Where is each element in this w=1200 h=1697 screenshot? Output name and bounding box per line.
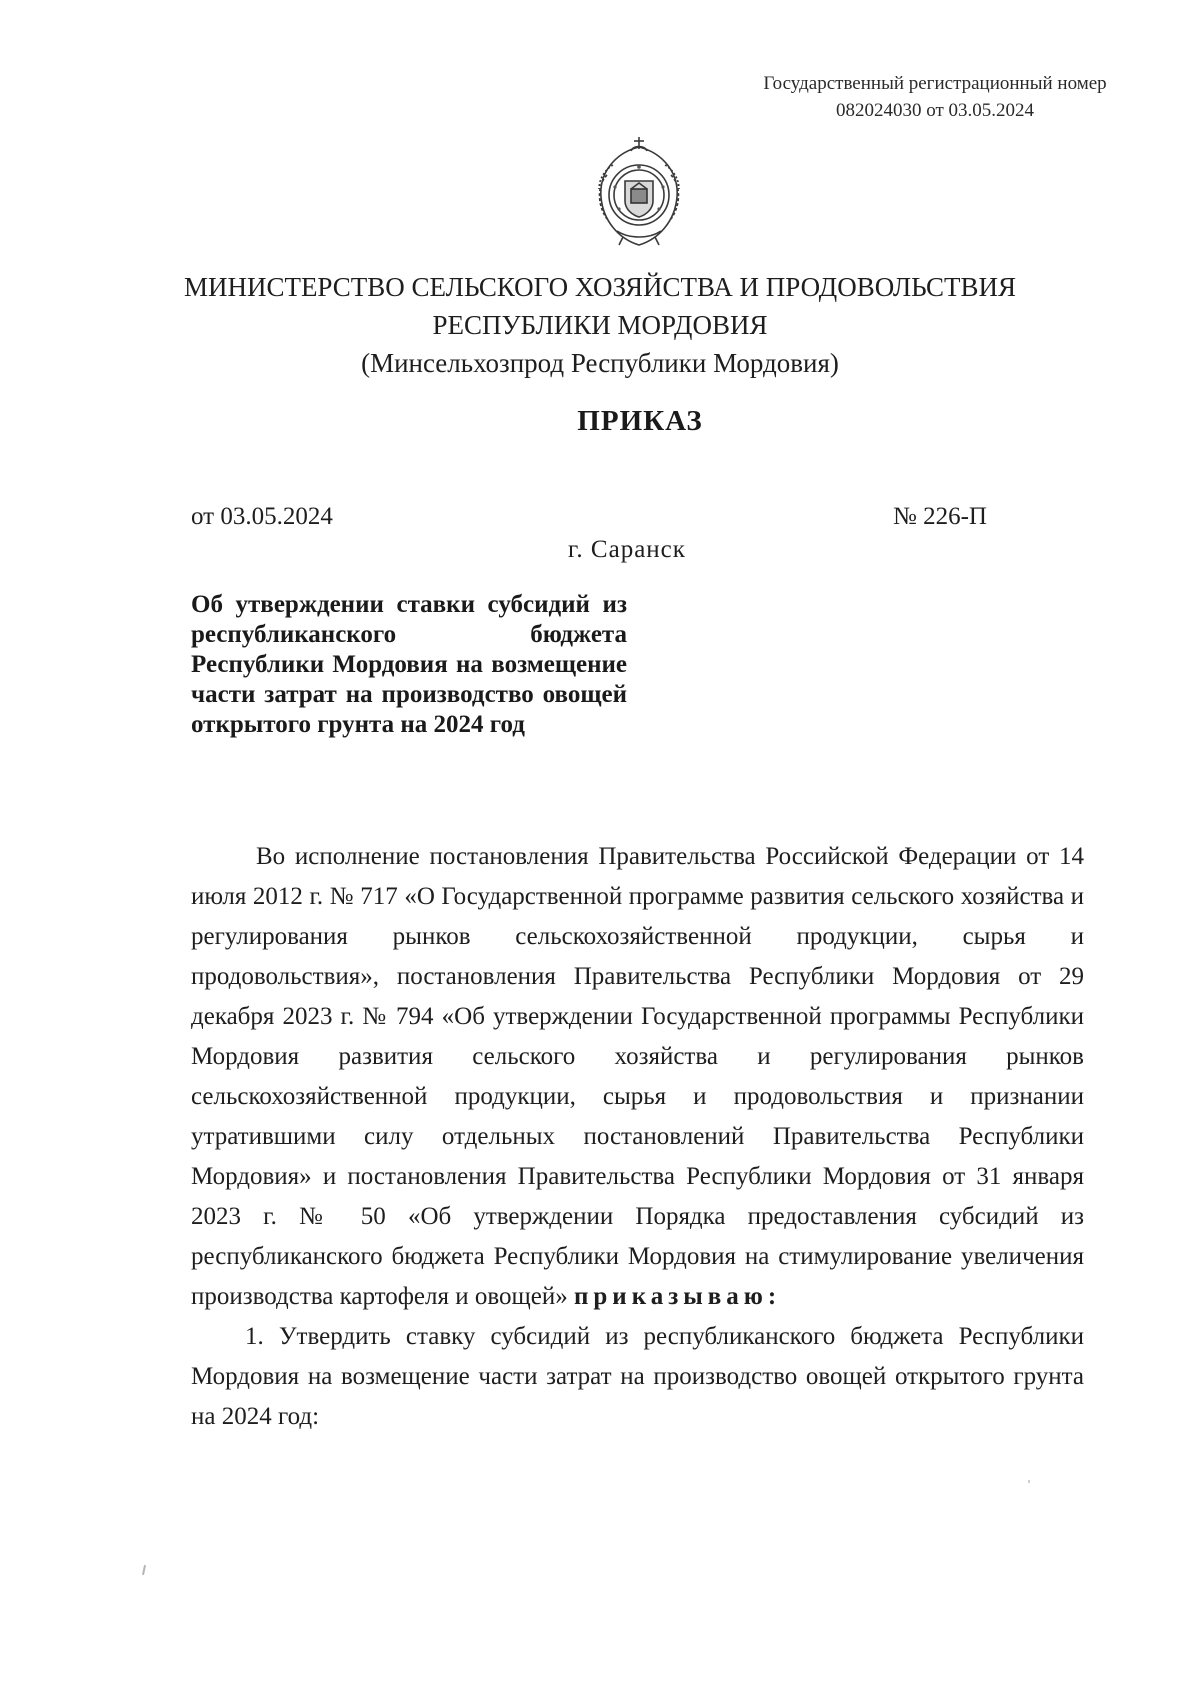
scan-speck: [142, 1565, 146, 1575]
document-subject: Об утверждении ставки субсидий из республиканского бюджета Республики Мордовия на возмещение части затрат на производство овощей открытого грунта на 2024 год: [191, 591, 627, 738]
document-date: от 03.05.2024: [191, 503, 333, 530]
coat-of-arms-icon: [585, 135, 693, 251]
order-item-1: 1. Утвердить ставку субсидий из республиканского бюджета Республики Мордовия на возмещение части затрат на производство овощей открытого грунта на 2024 год:: [191, 1323, 1084, 1430]
registration-label: Государственный регистрационный номер: [763, 73, 1107, 94]
document-type-title: ПРИКАЗ: [577, 405, 703, 437]
ministry-header: [0, 268, 1200, 382]
document-number: № 226-П: [893, 503, 987, 530]
order-verb: приказываю:: [574, 1283, 782, 1310]
body-paragraph-text: Во исполнение постановления Правительства Российской Федерации от 14 июля 2012 г. № 717 «О Государственной программе развития сельского хозяйства и регулирования рынков сельскохозяйственной продукции, сырья и продовольствия», постановления Правительства Республики Мордовия от 29 декабря 2023 г. № 794 «Об утверждении Государственной программы Республики Мордовия развития сельского хозяйства и регулирования рынков сельскохозяйственной продукции, сырья и продовольствия и признании утратившими силу отдельных постановлений Правительства Республики Мордовия» и постановления Правительства Республики Мордовия от 31 января 2023 г. № 50 «Об утверждении Порядка предоставления субсидий из республиканского бюджета Республики Мордовия на стимулирование увеличения производства картофеля и овощей»: [191, 843, 1084, 1310]
scan-speck: [1028, 1480, 1030, 1483]
document-city: г. Саранск: [568, 536, 686, 563]
ministry-short-name: (Минсельхозпрод Республики Мордовия): [361, 348, 839, 378]
document-body: [191, 837, 1084, 1437]
ministry-name-line2: РЕСПУБЛИКИ МОРДОВИЯ: [432, 310, 768, 340]
registration-number-block: [700, 70, 1170, 124]
ministry-name-line1: МИНИСТЕРСТВО СЕЛЬСКОГО ХОЗЯЙСТВА И ПРОДОВОЛЬСТВИЯ: [183, 272, 1017, 302]
registration-number: 082024030 от 03.05.2024: [835, 100, 1035, 121]
body-paragraph: [191, 837, 1084, 1317]
